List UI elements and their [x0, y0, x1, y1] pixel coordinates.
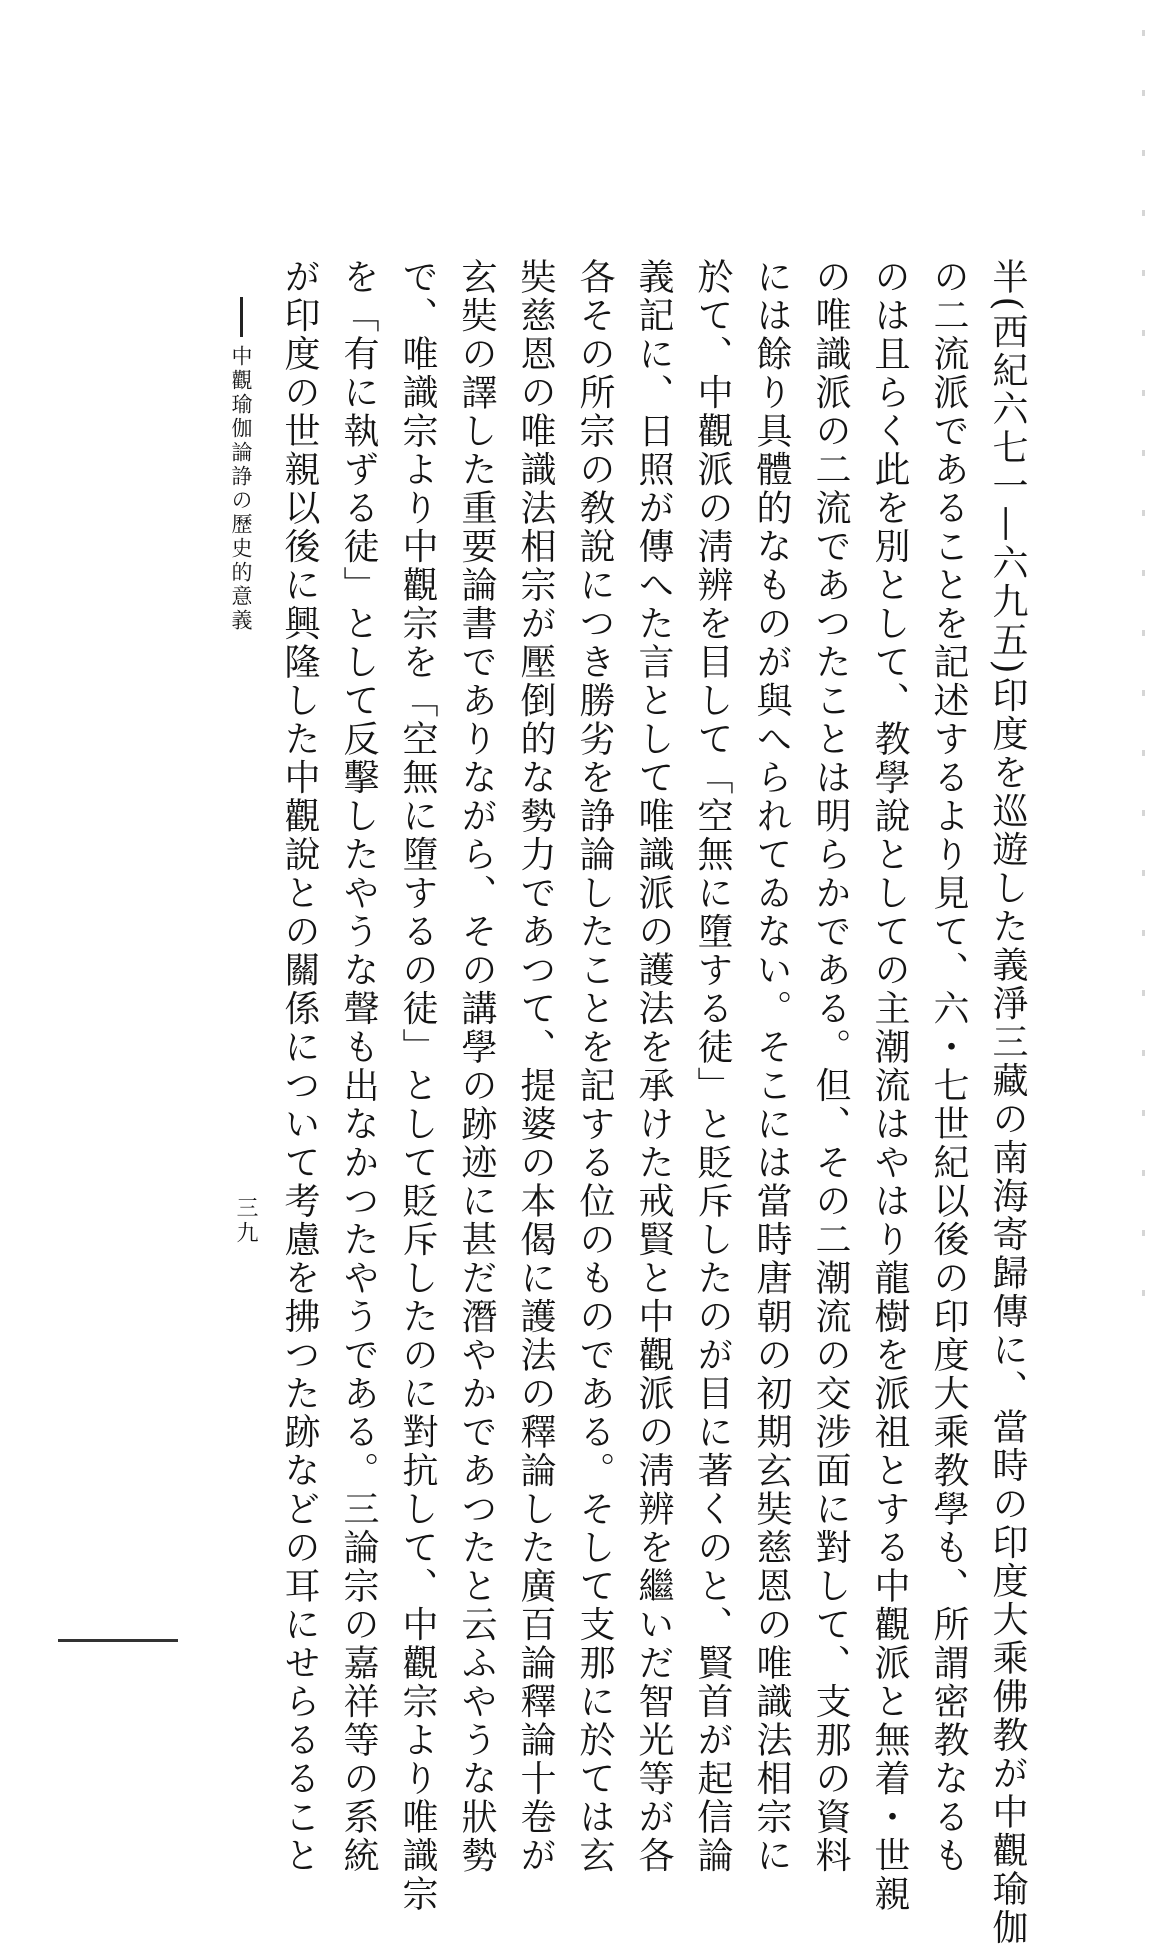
body-line: の唯識派の二流であつたことは明らかである。但、その二潮流の交涉面に對して、支那の資料	[810, 258, 851, 1875]
body-line: 各その所宗の敎說につき勝劣を諍論したことを記する位のものである。そして支那に於ては玄	[574, 258, 615, 1875]
body-line: を「有に執ずる徒」として反擊したやうな聲も出なかつたやうである。三論宗の嘉祥等の系統	[338, 258, 379, 1875]
body-text	[270, 258, 1037, 1947]
body-line: 玄奘の譯した重要論書でありながら、その講學の跡迹に甚だ潛やかであつたと云ふやうな狀勢	[456, 258, 497, 1875]
body-line: には餘り具體的なものが與へられてゐない。そこには當時唐朝の初期玄奘慈恩の唯識法相宗に	[751, 258, 792, 1875]
body-line: が印度の世親以後に興隆した中觀說との關係について考慮を拂つた跡などの耳にせらるること	[279, 258, 320, 1875]
body-line: 奘慈恩の唯識法相宗が壓倒的な勢力であつて、提婆の本偈に護法の釋論した廣百論釋論十卷が	[515, 258, 556, 1875]
body-line: 半(西紀六七一—六九五)印度を巡遊した義淨三藏の南海寄歸傳に、當時の印度大乘佛教が中觀瑜伽	[987, 258, 1028, 1947]
header-rule	[240, 297, 243, 337]
page-number: 三九	[233, 1196, 258, 1246]
body-line: 義記に、日照が傳へた言として唯識派の護法を承けた戒賢と中觀派の淸辨を繼いだ智光等が各	[633, 258, 674, 1875]
body-line: で、唯識宗より中觀宗を「空無に墮するの徒」として貶斥したのに對抗して、中觀宗より唯識宗	[397, 258, 438, 1914]
scan-edge-marks	[1142, 30, 1145, 1320]
body-line: のは且らく此を別として、教學說としての主潮流はやはり龍樹を派祖とする中觀派と無着・世親	[869, 258, 910, 1914]
bottom-rule	[58, 1639, 178, 1642]
running-header: 中觀瑜伽論諍の歷史的意義	[229, 345, 253, 633]
body-line: 於て、中觀派の淸辨を目して「空無に墮する徒」と貶斥したのが目に著くのと、賢首が起信論	[692, 258, 733, 1875]
body-line: の二流派であることを記述するより見て、六・七世紀以後の印度大乘教學も、所謂密教なるも	[928, 258, 969, 1875]
